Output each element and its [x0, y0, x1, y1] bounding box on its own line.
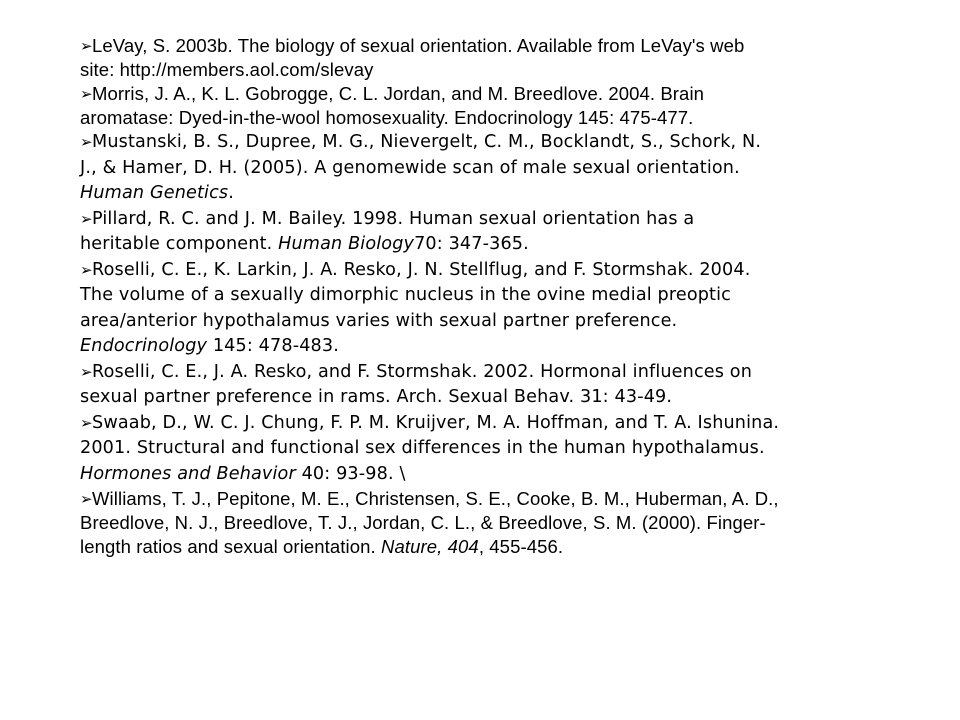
- reference-text-run: 70: 347-365.: [414, 234, 529, 254]
- reference-source-title: Human Biology: [278, 234, 415, 254]
- reference-text-run: .: [228, 183, 234, 203]
- reference-text: [80, 411, 780, 488]
- reference-list: [80, 34, 780, 559]
- arrow-bullet-icon: ➢: [80, 133, 93, 151]
- reference-item: [80, 34, 780, 82]
- reference-item: [80, 360, 780, 411]
- arrow-bullet-icon: ➢: [80, 413, 93, 432]
- reference-item: [80, 258, 780, 360]
- reference-item: [80, 207, 780, 258]
- reference-text: [80, 82, 780, 130]
- reference-text: [80, 207, 780, 258]
- reference-text: [80, 258, 780, 360]
- arrow-bullet-icon: ➢: [80, 260, 93, 279]
- reference-item: [80, 411, 780, 488]
- reference-text: [80, 487, 780, 559]
- reference-text-run: , 455-456.: [478, 536, 564, 557]
- reference-text-run: Swaab, D., W. C. J. Chung, F. P. M. Kruijver, M. A. Hoffman, and T. A. Ishunina. 2001. Structural and functional sex differences in the human hypothalamus.: [80, 412, 780, 458]
- reference-text: [80, 130, 780, 207]
- reference-source-title: Endocrinology: [80, 336, 208, 356]
- reference-text-run: Pillard, R. C. and J. M. Bailey. 1998. Human sexual orientation has a heritable component.: [80, 208, 695, 254]
- reference-text-run: Morris, J. A., K. L. Gobrogge, C. L. Jordan, and M. Breedlove. 2004. Brain aromatase: Dyed-in-the-wool homosexuality. Endocrinology 145: 475-477.: [80, 83, 705, 128]
- reference-text-run: Mustanski, B. S., Dupree, M. G., Nievergelt, C. M., Bocklandt, S., Schork, N. J., & Hamer, D. H. (2005). A genomewide scan of male sexual orientation.: [80, 132, 762, 178]
- reference-text-run: Roselli, C. E., J. A. Resko, and F. Stormshak. 2002. Hormonal influences on sexual partner preference in rams. Arch. Sexual Behav. 31: 43-49.: [80, 361, 753, 407]
- arrow-bullet-icon: ➢: [80, 490, 93, 508]
- reference-text: [80, 360, 780, 411]
- reference-text-run: 145: 478-483.: [207, 336, 339, 356]
- reference-item: [80, 82, 780, 130]
- reference-text-run: Williams, T. J., Pepitone, M. E., Christensen, S. E., Cooke, B. M., Huberman, A. D., Breedlove, N. J., Breedlove, T. J., Jordan, C. L., & Breedlove, S. M. (2000). Finger-length ratios and sexual orientation.: [80, 488, 779, 557]
- reference-source-title: Human Genetics: [80, 183, 229, 203]
- arrow-bullet-icon: ➢: [80, 209, 93, 228]
- arrow-bullet-icon: ➢: [80, 362, 93, 381]
- reference-source-title: Nature, 404: [381, 536, 479, 557]
- reference-text: [80, 34, 780, 82]
- reference-item: [80, 130, 780, 207]
- reference-source-title: Hormones and Behavior: [80, 463, 296, 484]
- reference-text-run: 40: 93-98. \: [295, 463, 406, 484]
- arrow-bullet-icon: ➢: [80, 85, 93, 103]
- reference-text-run: Roselli, C. E., K. Larkin, J. A. Resko, J. N. Stellflug, and F. Stormshak. 2004. The volume of a sexually dimorphic nucleus in the ovine medial preoptic area/anterior hypothalamus varies with sexual partner preference.: [80, 259, 751, 331]
- reference-text-run: LeVay, S. 2003b. The biology of sexual orientation. Available from LeVay's web site: http://members.aol.com/slevay: [80, 35, 745, 80]
- arrow-bullet-icon: ➢: [80, 37, 93, 55]
- reference-item: [80, 487, 780, 559]
